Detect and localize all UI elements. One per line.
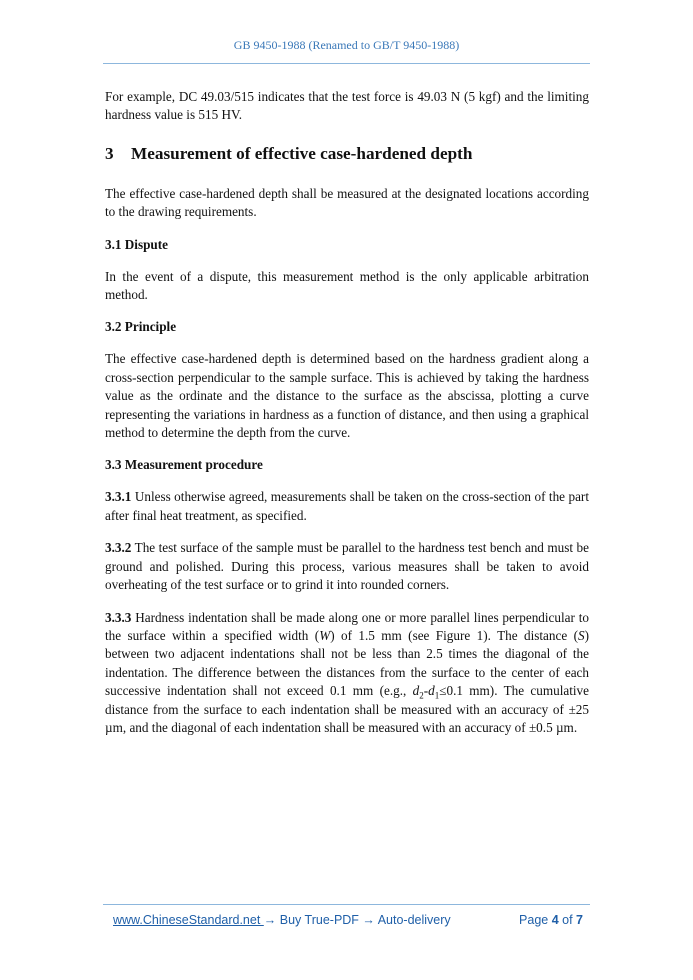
page-footer — [113, 913, 583, 931]
header-divider — [103, 63, 590, 64]
subsection-3-1-heading: 3.1 Dispute — [105, 236, 169, 252]
section-3-paragraph: The effective case-hardened depth shall be measured at the designated locations according to the drawing requirements. — [105, 185, 589, 220]
clause-3-3-1 — [105, 488, 589, 525]
page-total: 7 — [576, 913, 583, 927]
subsection-3-1-paragraph: In the event of a dispute, this measurement method is the only applicable arbitration method. — [105, 268, 589, 303]
buy-link[interactable]: → Buy True-PDF → Auto-delivery — [263, 913, 451, 927]
symbol-w: W — [319, 627, 331, 643]
clause-text: ) of 1.5 mm (see Figure 1). The distance ( — [330, 627, 578, 643]
subscript: 1 — [434, 690, 440, 701]
footer-left — [113, 913, 451, 927]
clause-3-3-3 — [105, 609, 589, 738]
document-body — [105, 88, 589, 751]
symbol-d: d — [428, 683, 435, 699]
clause-text: ) between two adjacent indentations shall not be less than 2.5 times the diagonal of the indentation. The difference between the distances from the surface to the center of each successive indentation shall not exceed 0.1 mm (e.g., — [105, 627, 589, 699]
clause-text: ≤0.1 mm). The cumulative distance from the surface to each indentation shall be measured with an accuracy of ±25 µm, and the diagonal of each indentation shall be measured with an accuracy of ±0.5 µm. — [105, 683, 589, 735]
subsection-3-2-heading: 3.2 Principle — [105, 319, 177, 335]
section-3-heading — [105, 143, 589, 165]
clause-3-3-2 — [105, 539, 589, 594]
clause-text: Hardness indentation shall be made along one or more parallel lines perpendicular to the surface within a specified width ( — [105, 609, 589, 643]
of-label: of — [558, 913, 577, 927]
clause-text: Unless otherwise agreed, measurements shall be taken on the cross-section of the part after final heat treatment, as specified. — [105, 489, 589, 523]
clause-number: 3.3.1 — [105, 489, 132, 505]
page-header: GB 9450-1988 (Renamed to GB/T 9450-1988) — [233, 38, 460, 52]
subsection-3-3-heading: 3.3 Measurement procedure — [105, 457, 263, 473]
page-number: 4 — [551, 913, 559, 927]
clause-number: 3.3.3 — [105, 609, 132, 625]
page-label: Page — [519, 913, 552, 927]
symbol-s: S — [578, 627, 585, 643]
subscript: 2 — [419, 690, 424, 701]
minus-sign: - — [423, 683, 429, 699]
website-link[interactable]: www.ChineseStandard.net — [113, 913, 264, 927]
section-number: 3 — [105, 143, 114, 163]
symbol-d: d — [412, 683, 420, 699]
intro-paragraph: For example, DC 49.03/515 indicates that the test force is 49.03 N (5 kgf) and the limiting hardness value is 515 HV. — [105, 89, 589, 123]
clause-text: The test surface of the sample must be parallel to the hardness test bench and must be ground and polished. During this process, various measures shall be taken to avoid overheating of the test surface or to grind it into rounded corners. — [105, 540, 589, 593]
subsection-3-2-paragraph: The effective case-hardened depth is determined based on the hardness gradient along a cross-section perpendicular to the sample surface. This is achieved by taking the hardness value as the ordinate and the distance to the surface as the abscissa, plotting a curve representing the variations in hardness as a function of distance, and then using a graphical method to determine the depth from the curve. — [105, 351, 589, 441]
page-indicator — [519, 913, 583, 927]
section-title: Measurement of effective case-hardened depth — [131, 143, 473, 163]
clause-number: 3.3.2 — [105, 540, 132, 556]
footer-divider — [103, 904, 590, 905]
